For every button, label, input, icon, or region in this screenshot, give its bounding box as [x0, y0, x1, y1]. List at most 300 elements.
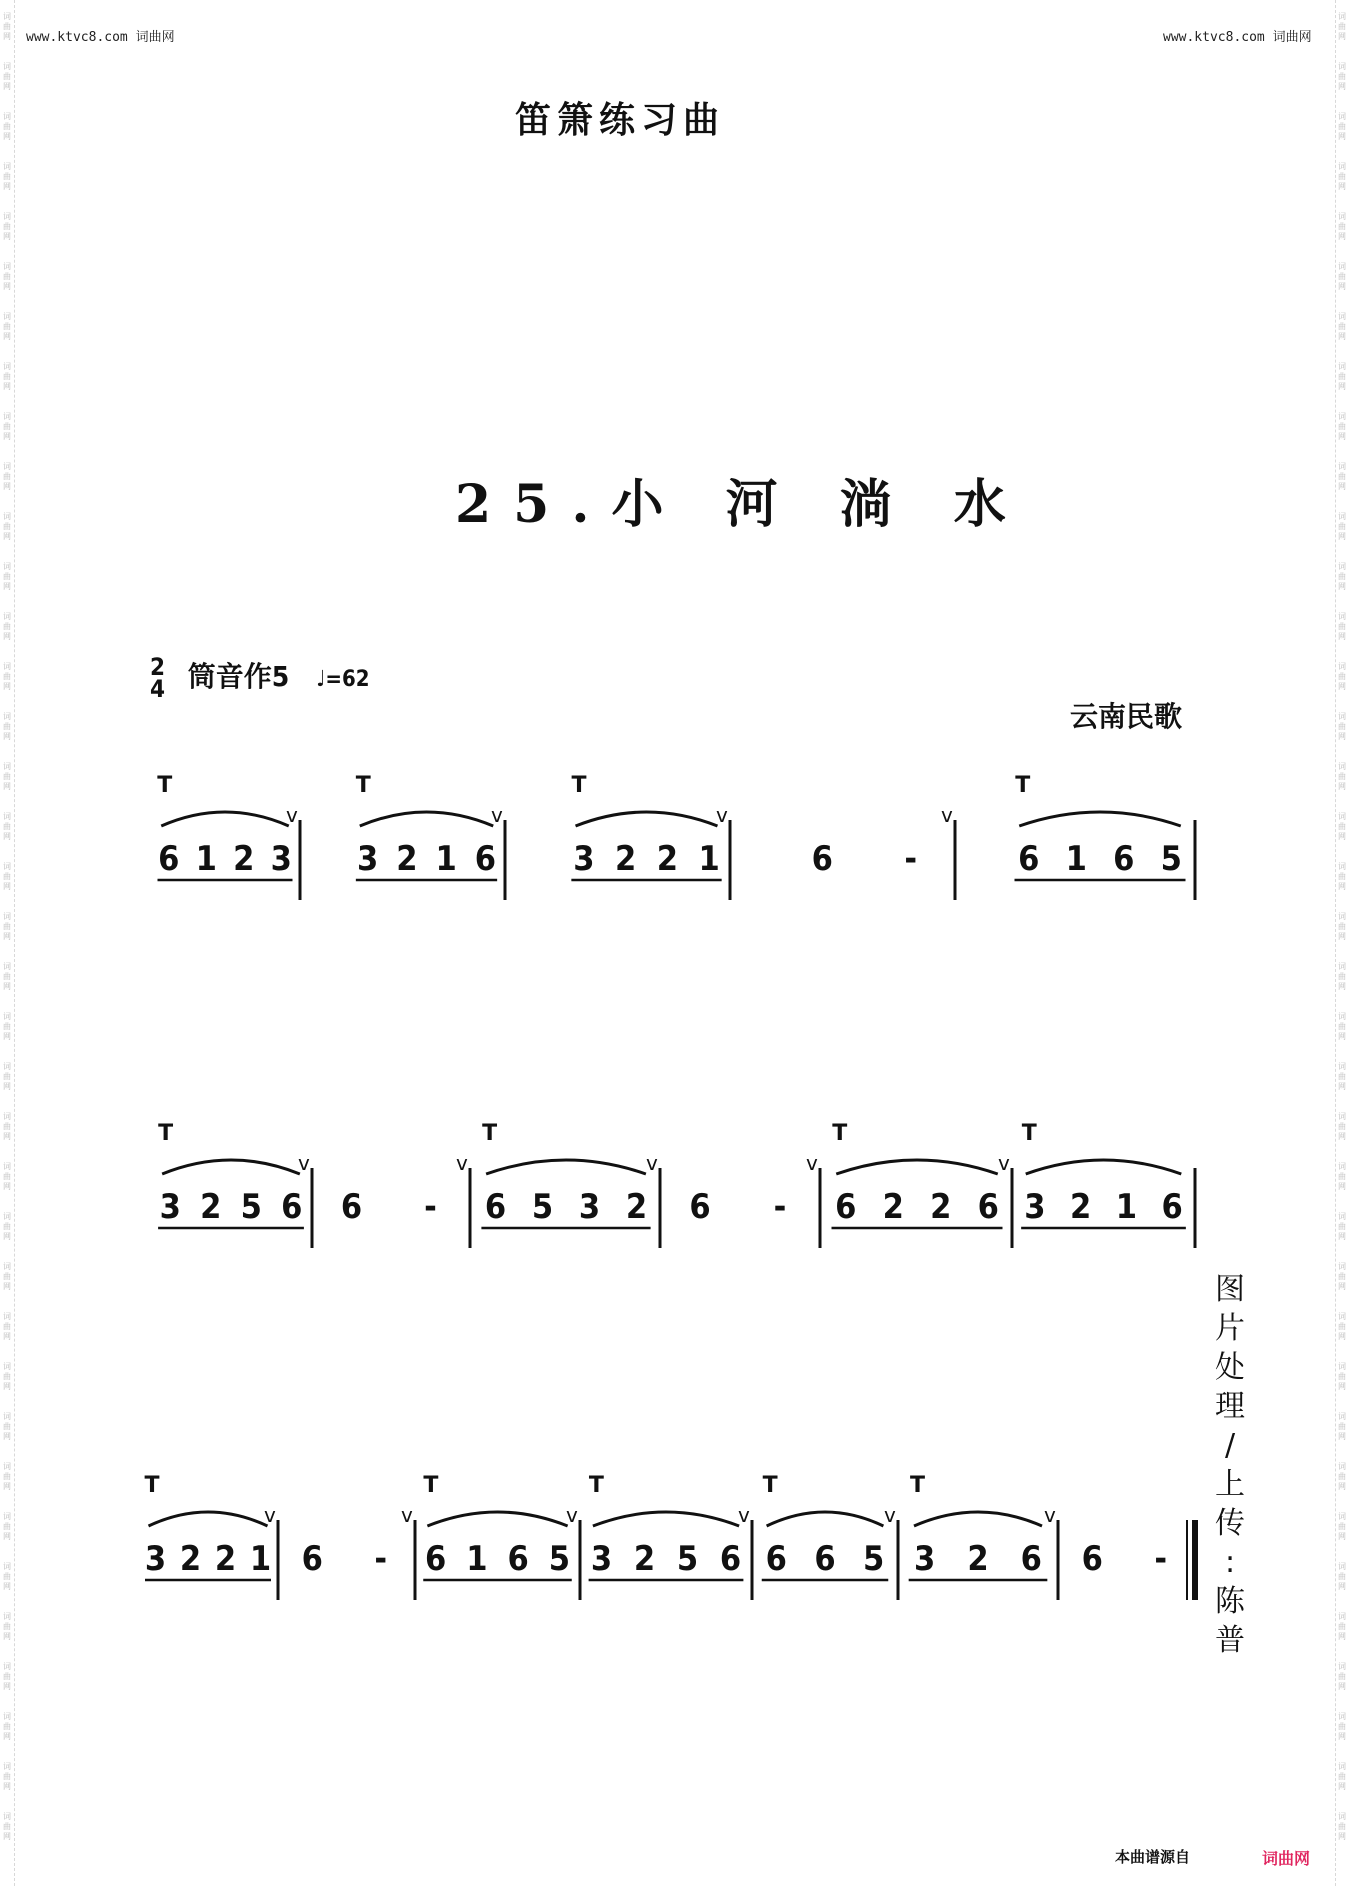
watermark-glyph: 曲 [1338, 1172, 1346, 1181]
watermark-glyph: 词 [3, 512, 11, 521]
watermark-glyph: 曲 [3, 1822, 11, 1831]
note: 1 [195, 839, 217, 879]
watermark-glyph: 网 [1338, 132, 1346, 141]
note: 6 [484, 1187, 507, 1227]
slur [593, 1512, 739, 1526]
time-signature-top: 2 [150, 653, 166, 681]
watermark-glyph: 曲 [3, 622, 11, 631]
watermark-glyph: 词 [3, 1362, 11, 1371]
watermark-glyph: 词 [3, 662, 11, 671]
note: 5 [531, 1187, 554, 1227]
watermark-glyph: 词 [1338, 1212, 1346, 1221]
credit-char: 图 [1215, 1272, 1245, 1307]
watermark-glyph: 网 [3, 432, 11, 441]
watermark-glyph: 曲 [3, 472, 11, 481]
watermark-glyph: 曲 [3, 122, 11, 131]
note: 1 [1065, 839, 1087, 879]
note: 3 [159, 1187, 181, 1227]
note: 5 [1160, 839, 1182, 879]
note: 3 [578, 1187, 601, 1227]
watermark-glyph: 词 [3, 1412, 11, 1421]
breath-mark: v [401, 1503, 413, 1527]
tongue-mark: T [1021, 1121, 1037, 1146]
breath-mark: v [456, 1151, 468, 1175]
watermark-glyph: 词 [3, 1512, 11, 1521]
watermark-glyph: 曲 [1338, 1072, 1346, 1081]
note: 1 [466, 1539, 488, 1579]
tongue-mark: T [832, 1121, 848, 1146]
watermark-glyph: 网 [3, 532, 11, 541]
watermark-glyph: 网 [1338, 382, 1346, 391]
note: 6 [814, 1539, 836, 1579]
watermark-glyph: 曲 [1338, 1022, 1346, 1031]
watermark-glyph: 曲 [3, 72, 11, 81]
watermark-glyph: 曲 [1338, 1372, 1346, 1381]
tongue-mark: T [1015, 773, 1031, 798]
watermark-glyph: 网 [3, 232, 11, 241]
watermark-glyph: 网 [3, 1382, 11, 1391]
tongue-mark: T [423, 1473, 439, 1498]
watermark-glyph: 词 [1338, 562, 1346, 571]
note: 2 [967, 1539, 989, 1579]
watermark-glyph: 词 [1338, 312, 1346, 321]
watermark-glyph: 网 [1338, 182, 1346, 191]
watermark-glyph: 网 [3, 782, 11, 791]
slur [162, 1160, 300, 1174]
watermark-glyph: 曲 [1338, 1522, 1346, 1531]
watermark-glyph: 网 [3, 1832, 11, 1841]
watermark-glyph: 曲 [3, 522, 11, 531]
note: 3 [356, 839, 379, 879]
watermark-glyph: 网 [3, 1682, 11, 1691]
note: 6 [765, 1539, 787, 1579]
watermark-glyph: 曲 [1338, 1822, 1346, 1831]
watermark-glyph: 曲 [3, 1622, 11, 1631]
note: 6 [1018, 839, 1040, 879]
tongue-mark: T [571, 773, 587, 798]
watermark-glyph: 曲 [1338, 972, 1346, 981]
watermark-glyph: 网 [1338, 1532, 1346, 1541]
note: 6 [474, 839, 497, 879]
watermark-glyph: 网 [1338, 1832, 1346, 1841]
watermark-glyph: 网 [1338, 1382, 1346, 1391]
watermark-glyph: 词 [1338, 1562, 1346, 1571]
note: 6 [507, 1539, 529, 1579]
watermark-glyph: 词 [3, 912, 11, 921]
watermark-glyph: 网 [3, 632, 11, 641]
watermark-glyph: 词 [3, 1162, 11, 1171]
watermark-glyph: 网 [1338, 532, 1346, 541]
watermark-glyph: 网 [3, 1782, 11, 1791]
watermark-glyph: 曲 [1338, 172, 1346, 181]
watermark-glyph: 网 [1338, 332, 1346, 341]
watermark-glyph: 曲 [1338, 1322, 1346, 1331]
watermark-glyph: 曲 [1338, 922, 1346, 931]
watermark-glyph: 词 [1338, 612, 1346, 621]
watermark-glyph: 词 [1338, 1112, 1346, 1121]
breath-mark: v [286, 803, 298, 827]
watermark-glyph: 网 [3, 1332, 11, 1341]
watermark-glyph: 网 [1338, 632, 1346, 641]
watermark-glyph: 网 [3, 582, 11, 591]
watermark-glyph: 曲 [1338, 1572, 1346, 1581]
watermark-glyph: 网 [3, 1582, 11, 1591]
watermark-glyph: 曲 [1338, 1622, 1346, 1631]
watermark-glyph: 词 [3, 1012, 11, 1021]
slur [836, 1160, 998, 1174]
watermark-glyph: 词 [1338, 262, 1346, 271]
note: 3 [1024, 1187, 1046, 1227]
watermark-glyph: 词 [3, 1112, 11, 1121]
watermark-glyph: 网 [1338, 1782, 1346, 1791]
slur [161, 812, 289, 826]
credit-char: 理 [1215, 1389, 1245, 1424]
watermark-glyph: 曲 [3, 572, 11, 581]
watermark-glyph: 词 [3, 262, 11, 271]
watermark-glyph: 词 [1338, 62, 1346, 71]
song-title: 25.小 河 淌 水 [455, 474, 1028, 535]
tuning-label: 筒音作5 [187, 660, 290, 693]
note: 1 [435, 839, 457, 879]
watermark-glyph: 曲 [3, 722, 11, 731]
watermark-glyph: 词 [3, 562, 11, 571]
watermark-glyph: 词 [1338, 762, 1346, 771]
watermark-glyph: 网 [3, 932, 11, 941]
watermark-glyph: 网 [3, 1082, 11, 1091]
watermark-glyph: 网 [3, 1482, 11, 1491]
breath-mark: v [491, 803, 503, 827]
credit-char: 传 [1215, 1506, 1245, 1541]
credit-char: 上 [1215, 1467, 1245, 1502]
watermark-glyph: 词 [1338, 662, 1346, 671]
watermark-glyph: 词 [3, 162, 11, 171]
note: 6 [1113, 839, 1135, 879]
breath-mark: v [264, 1503, 276, 1527]
watermark-glyph: 曲 [3, 1022, 11, 1031]
watermark-glyph: 词 [3, 962, 11, 971]
watermark-glyph: 曲 [1338, 372, 1346, 381]
book-title: 笛箫练习曲 [514, 99, 725, 141]
watermark-glyph: 曲 [3, 322, 11, 331]
watermark-glyph: 曲 [1338, 422, 1346, 431]
watermark-glyph: 词 [1338, 1662, 1346, 1671]
watermark-glyph: 曲 [1338, 1122, 1346, 1131]
watermark-glyph: 网 [1338, 1482, 1346, 1491]
watermark-glyph: 词 [3, 1662, 11, 1671]
watermark-glyph: 曲 [3, 1322, 11, 1331]
watermark-glyph: 曲 [1338, 1722, 1346, 1731]
slur [1019, 812, 1181, 826]
watermark-glyph: 词 [3, 762, 11, 771]
watermark-glyph: 网 [1338, 1232, 1346, 1241]
watermark-glyph: 网 [3, 1032, 11, 1041]
watermark-glyph: 词 [3, 112, 11, 121]
breath-mark: v [738, 1503, 750, 1527]
note: 3 [573, 839, 595, 879]
watermark-glyph: 曲 [3, 1372, 11, 1381]
note: 6 [1081, 1539, 1103, 1579]
note: 6 [1161, 1187, 1183, 1227]
watermark-glyph: 网 [3, 282, 11, 291]
watermark-glyph: 词 [3, 1212, 11, 1221]
watermark-glyph: 曲 [1338, 22, 1346, 31]
watermark-glyph: 词 [3, 1312, 11, 1321]
note: 1 [249, 1539, 272, 1579]
slur [576, 812, 718, 826]
watermark-glyph: 曲 [1338, 322, 1346, 331]
slur [914, 1512, 1042, 1526]
watermark-glyph: 词 [3, 1462, 11, 1471]
watermark-glyph: 曲 [3, 1172, 11, 1181]
watermark-glyph: 词 [1338, 1512, 1346, 1521]
watermark-glyph: 网 [1338, 1332, 1346, 1341]
watermark-glyph: 曲 [1338, 72, 1346, 81]
watermark-glyph: 网 [1338, 682, 1346, 691]
breath-mark: v [884, 1503, 896, 1527]
note: 2 [179, 1539, 202, 1579]
watermark-glyph: 网 [3, 1532, 11, 1541]
slur [1026, 1160, 1182, 1174]
credit-char: 片 [1215, 1311, 1245, 1346]
watermark-glyph: 曲 [3, 822, 11, 831]
watermark-glyph: 曲 [3, 172, 11, 181]
watermark-glyph: 网 [3, 1632, 11, 1641]
watermark-glyph: 网 [3, 132, 11, 141]
footer-source-label: 本曲谱源自 [1115, 1848, 1191, 1866]
watermark-glyph: 曲 [3, 272, 11, 281]
watermark-glyph: 网 [3, 182, 11, 191]
note: 2 [1069, 1187, 1092, 1227]
hold-dash: - [773, 1187, 787, 1227]
watermark-glyph: 词 [1338, 812, 1346, 821]
watermark-glyph: 词 [1338, 1712, 1346, 1721]
note: 5 [548, 1539, 571, 1579]
watermark-glyph: 词 [3, 412, 11, 421]
watermark-glyph: 曲 [1338, 722, 1346, 731]
watermark-glyph: 网 [1338, 932, 1346, 941]
watermark-glyph: 网 [3, 682, 11, 691]
watermark-glyph: 词 [3, 362, 11, 371]
tongue-mark: T [144, 1473, 160, 1498]
watermark-glyph: 曲 [3, 22, 11, 31]
watermark-glyph: 词 [3, 712, 11, 721]
header-url-right[interactable]: www.ktvc8.com 词曲网 [1163, 30, 1312, 45]
credit-char: 处 [1215, 1350, 1245, 1385]
watermark-glyph: 网 [1338, 832, 1346, 841]
note: 2 [930, 1187, 952, 1227]
watermark-glyph: 曲 [3, 422, 11, 431]
origin-label: 云南民歌 [1070, 700, 1183, 733]
note: 2 [625, 1187, 648, 1227]
watermark-glyph: 网 [1338, 482, 1346, 491]
watermark-glyph: 词 [1338, 962, 1346, 971]
watermark-glyph: 词 [1338, 1262, 1346, 1271]
watermark-glyph: 词 [1338, 1612, 1346, 1621]
watermark-glyph: 曲 [1338, 572, 1346, 581]
note: 2 [214, 1539, 237, 1579]
header-url-left[interactable]: www.ktvc8.com 词曲网 [26, 30, 175, 45]
watermark-glyph: 网 [3, 1182, 11, 1191]
watermark-glyph: 词 [1338, 1762, 1346, 1771]
breath-mark: v [298, 1151, 310, 1175]
note: 2 [396, 839, 418, 879]
note: 6 [281, 1187, 303, 1227]
watermark-glyph: 网 [3, 1132, 11, 1141]
watermark-glyph: 网 [1338, 732, 1346, 741]
note: 6 [424, 1539, 447, 1579]
watermark-glyph: 网 [1338, 1632, 1346, 1641]
watermark-glyph: 词 [1338, 1412, 1346, 1421]
watermark-glyph: 曲 [1338, 1772, 1346, 1781]
watermark-glyph: 词 [1338, 1162, 1346, 1171]
watermark-glyph: 网 [1338, 1682, 1346, 1691]
breath-mark: v [566, 1503, 578, 1527]
hold-dash: - [904, 839, 918, 879]
tongue-mark: T [157, 773, 173, 798]
watermark-glyph: 网 [3, 1282, 11, 1291]
watermark-glyph: 词 [1338, 1012, 1346, 1021]
tongue-mark: T [355, 773, 371, 798]
watermark-glyph: 网 [1338, 582, 1346, 591]
slur [427, 1512, 567, 1526]
watermark-glyph: 曲 [1338, 522, 1346, 531]
watermark-glyph: 曲 [3, 1722, 11, 1731]
note: 6 [689, 1187, 711, 1227]
watermark-glyph: 曲 [1338, 672, 1346, 681]
watermark-glyph: 曲 [3, 222, 11, 231]
watermark-glyph: 网 [1338, 1182, 1346, 1191]
watermark-glyph: 曲 [1338, 272, 1346, 281]
note: 1 [698, 839, 720, 879]
watermark-glyph: 词 [1338, 212, 1346, 221]
watermark-glyph: 曲 [3, 1122, 11, 1131]
tongue-mark: T [762, 1473, 778, 1498]
upload-credit [1210, 1270, 1250, 1660]
watermark-glyph: 词 [1338, 1462, 1346, 1471]
hold-dash: - [424, 1187, 437, 1227]
watermark-glyph: 网 [1338, 1032, 1346, 1041]
watermark-glyph: 词 [3, 812, 11, 821]
watermark-glyph: 曲 [1338, 772, 1346, 781]
watermark-glyph: 网 [1338, 82, 1346, 91]
watermark-glyph: 网 [3, 832, 11, 841]
watermark-glyph: 曲 [3, 1772, 11, 1781]
watermark-glyph: 词 [1338, 12, 1346, 21]
tongue-mark: T [588, 1473, 604, 1498]
watermark-glyph: 词 [3, 1612, 11, 1621]
watermark-glyph: 词 [3, 62, 11, 71]
breath-mark: v [998, 1151, 1010, 1175]
breath-mark: v [941, 803, 953, 827]
watermark-glyph: 网 [1338, 1132, 1346, 1141]
tongue-mark: T [482, 1121, 498, 1146]
watermark-glyph: 词 [1338, 162, 1346, 171]
watermark-glyph: 网 [3, 82, 11, 91]
watermark-glyph: 曲 [3, 1072, 11, 1081]
watermark-glyph: 曲 [3, 872, 11, 881]
note: 6 [835, 1187, 857, 1227]
watermark-glyph: 曲 [1338, 1472, 1346, 1481]
watermark-glyph: 词 [1338, 1312, 1346, 1321]
watermark-glyph: 曲 [1338, 622, 1346, 631]
breath-mark: v [716, 803, 728, 827]
hold-dash: - [374, 1539, 388, 1579]
note: 6 [340, 1187, 363, 1227]
watermark-glyph: 网 [3, 732, 11, 741]
slur [360, 812, 493, 826]
note: 3 [270, 839, 292, 879]
footer-logo[interactable]: 词曲网 [1262, 1849, 1311, 1868]
note: 2 [614, 839, 637, 879]
watermark-glyph: 网 [1338, 232, 1346, 241]
watermark-glyph: 词 [3, 212, 11, 221]
breath-mark: v [646, 1151, 658, 1175]
note: 5 [676, 1539, 699, 1579]
watermark-glyph: 网 [1338, 32, 1346, 41]
watermark-glyph: 网 [1338, 1282, 1346, 1291]
tongue-mark: T [158, 1121, 174, 1146]
credit-char: 普 [1215, 1623, 1245, 1658]
note: 5 [240, 1187, 262, 1227]
watermark-glyph: 词 [1338, 362, 1346, 371]
watermark-glyph: 网 [1338, 982, 1346, 991]
note: 6 [977, 1187, 999, 1227]
note: 6 [719, 1539, 742, 1579]
note: 6 [158, 839, 180, 879]
watermark-glyph: 词 [3, 1712, 11, 1721]
credit-char: / [1224, 1428, 1236, 1463]
hold-dash: - [1154, 1539, 1168, 1579]
watermark-glyph: 词 [1338, 112, 1346, 121]
breath-mark: v [1044, 1503, 1056, 1527]
note: 6 [301, 1539, 323, 1579]
note: 2 [633, 1539, 656, 1579]
watermark-glyph: 曲 [3, 922, 11, 931]
tempo-label: ♩=62 [316, 667, 370, 692]
watermark-glyph: 网 [3, 332, 11, 341]
watermark-glyph: 词 [1338, 1812, 1346, 1821]
watermark-glyph: 词 [1338, 1062, 1346, 1071]
watermark-glyph: 曲 [1338, 472, 1346, 481]
watermark-glyph: 词 [1338, 912, 1346, 921]
watermark-glyph: 曲 [3, 372, 11, 381]
watermark-glyph: 词 [3, 862, 11, 871]
watermark-glyph: 词 [3, 1762, 11, 1771]
watermark-glyph: 曲 [3, 1272, 11, 1281]
note: 3 [144, 1539, 167, 1579]
watermark-glyph: 词 [1338, 862, 1346, 871]
watermark-glyph: 曲 [1338, 1672, 1346, 1681]
watermark-glyph: 词 [3, 12, 11, 21]
note: 6 [811, 839, 833, 879]
note: 2 [200, 1187, 222, 1227]
watermark-glyph: 网 [1338, 432, 1346, 441]
time-signature-bottom: 4 [150, 675, 166, 703]
watermark-glyph: 词 [1338, 1362, 1346, 1371]
watermark-glyph: 词 [3, 1062, 11, 1071]
watermark-glyph: 曲 [1338, 222, 1346, 231]
slur [149, 1512, 268, 1526]
watermark-glyph: 网 [3, 882, 11, 891]
watermark-glyph: 网 [3, 32, 11, 41]
watermark-glyph: 网 [3, 982, 11, 991]
note: 5 [863, 1539, 885, 1579]
note: 3 [590, 1539, 613, 1579]
watermark-glyph: 词 [3, 612, 11, 621]
watermark-glyph: 曲 [3, 1522, 11, 1531]
watermark-glyph: 网 [1338, 282, 1346, 291]
watermark-glyph: 词 [3, 1562, 11, 1571]
